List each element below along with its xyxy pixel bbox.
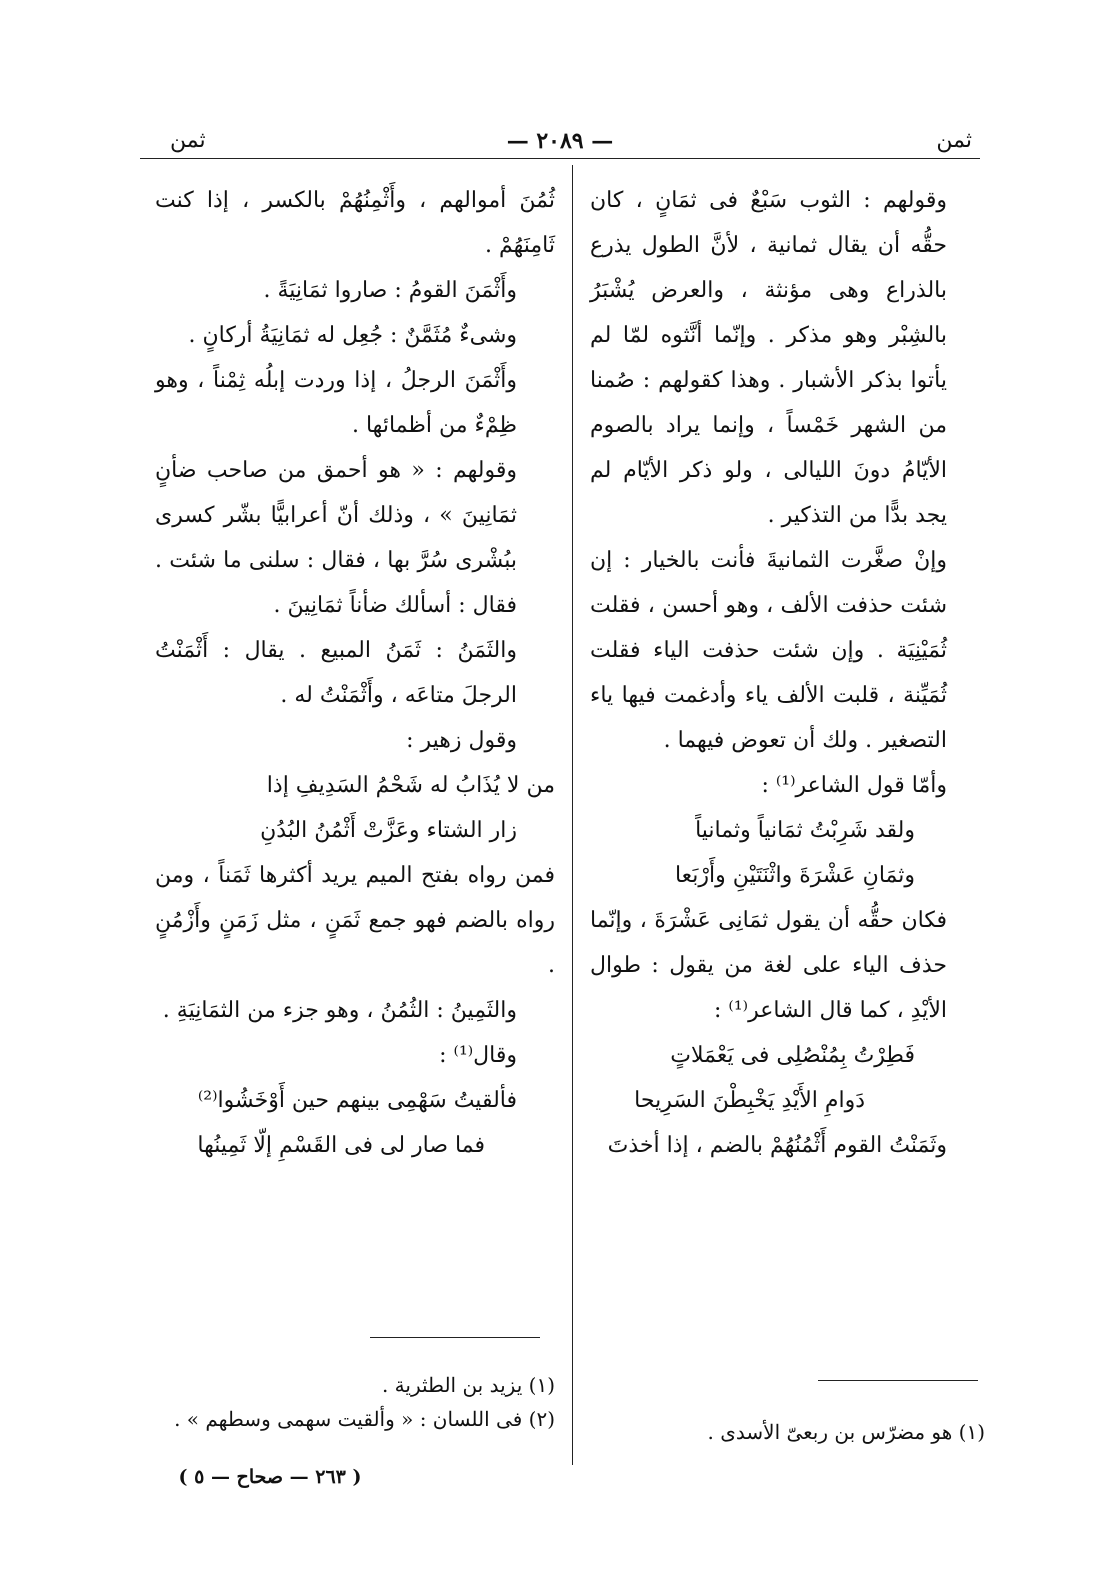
paragraph: والثَمِينُ : الثُمُنُ ، وهو جزء من الثمَانِيَةِ . bbox=[162, 998, 517, 1023]
footnote: (١) يزيد بن الطثرية . bbox=[381, 1373, 555, 1397]
paragraph: وقول زهير : bbox=[406, 728, 517, 753]
paragraph: وثَمَنْتُ القوم أَثْمُنُهُمْ بالضم ، إذا أخذتَ bbox=[607, 1133, 947, 1158]
page-header bbox=[140, 128, 980, 158]
verse-line: فألقيتُ سَهْمِى بينهم حين أَوْخَشُوا⁽²⁾ bbox=[197, 1088, 517, 1113]
paragraph: وقولهم : الثوب سَبْعٌ فى ثمَانٍ ، كان حقُّه أن يقال ثمانية ، لأنَّ الطول يذرع بالذراع وهى مؤنثة ، والعرض يُشْبَرُ بالشِبْر وهو مذكر . وإنّما أنَّثوه لمّا لم يأتوا بذكر الأشبار . وهذا كقولهم : صُمنا من الشهر خَمْساً ، وإنما يراد بالصوم الأيّامُ دونَ الليالى ، ولو ذكر الأيّام لم يجد بدًّا من التذكير . bbox=[590, 188, 947, 528]
footnote: (١) هو مضرّس بن ربعىّ الأسدى . bbox=[707, 1420, 985, 1444]
footnotes-left bbox=[170, 1368, 555, 1436]
paragraph: وقال⁽¹⁾ : bbox=[439, 1043, 517, 1068]
verse-line: ولقد شَرِبْتُ ثمَانياً وثمانياً bbox=[695, 818, 915, 843]
paragraph: وأمّا قول الشاعر⁽¹⁾ : bbox=[761, 773, 947, 798]
paragraph: وشىءٌ مُثَمَّنٌ : جُعِل له ثمَانِيَةُ أركانٍ . bbox=[188, 323, 517, 348]
paragraph: والثَمَنُ : ثَمَنُ المبيع . يقال : أَثْمَنْتُ الرجلَ متاعَه ، وأَثْمَنْتُ له . bbox=[155, 638, 517, 708]
right-column bbox=[590, 178, 985, 1168]
verse-line: دَوامِ الأَيْدِ يَخْبِطْنَ السَرِيحا bbox=[634, 1088, 865, 1113]
paragraph: فمن رواه بفتح الميم يريد أكثرها ثَمَناً ، ومن رواه بالضم فهو جمع ثَمَنٍ ، مثل زَمَنٍ وأَزْمُنٍ . bbox=[155, 863, 555, 978]
verse-line: زار الشتاء وعَزَّتْ أَثْمُنُ البُدُنِ bbox=[260, 818, 517, 843]
verse-line: فَطِرْتُ بِمُنْصُلِى فى يَعْمَلاتٍ bbox=[670, 1043, 915, 1068]
paragraph: فكان حقُّه أن يقول ثمَانِى عَشْرَةَ ، وإنّما حذف الياء على لغة من يقول : طوال الأيْدِ ، كما قال الشاعر⁽¹⁾ : bbox=[590, 908, 947, 1023]
signature-mark: ( ٢٦٣ — صحاح — ٥ ) bbox=[178, 1466, 362, 1488]
header-rule bbox=[140, 158, 980, 159]
left-column bbox=[155, 178, 555, 1168]
paragraph: وأَثْمَنَ الرجلُ ، إذا وردت إبلُه ثِمْناً ، وهو ظِمْءٌ من أظمائها . bbox=[155, 368, 517, 438]
footnote-rule-right bbox=[818, 1380, 978, 1381]
column-divider bbox=[572, 165, 573, 1465]
footnote: (٢) فى اللسان : « وألقيت سهمى وسطهم » . bbox=[174, 1407, 555, 1431]
header-right-word: ثمن bbox=[936, 128, 972, 153]
page-number: — ٢٠٨٩ — bbox=[506, 128, 614, 154]
verse-line: فما صار لى فى القَسْمِ إلّا ثَمِينُها bbox=[197, 1133, 485, 1158]
footnotes-right bbox=[600, 1415, 985, 1449]
paragraph: ثُمُنَ أموالهم ، وأَثْمِنُهُمْ بالكسر ، إذا كنت ثَامِنَهُمْ . bbox=[155, 188, 555, 258]
verse-line: من لا يُذَابُ له شَحْمُ السَدِيفِ إذا bbox=[266, 773, 555, 798]
paragraph: وأَثْمَنَ القومُ : صاروا ثمَانِيَةً . bbox=[263, 278, 517, 303]
header-left-word: ثمن bbox=[170, 128, 206, 153]
paragraph: وقولهم : « هو أحمق من صاحب ضأنٍ ثمَانِينَ » ، وذلك أنّ أعرابيًّا بشّر كسرى ببُشْرى سُرَّ بها ، فقال : سلنى ما شئت . فقال : أسألك ضأناً ثمَانِينَ . bbox=[155, 458, 517, 618]
verse-line: وثمَانِ عَشْرَةَ واثْنَتَيْنِ وأَرْبَعا bbox=[674, 863, 915, 888]
footnote-rule-left bbox=[370, 1337, 540, 1338]
paragraph: وإنْ صغَّرت الثمانيةَ فأنت بالخيار : إن شئت حذفت الألف ، وهو أحسن ، فقلت ثُمَيْنِيَة . وإن شئت حذفت الياء فقلت ثُمَيِّنة ، قلبت الألف ياء وأدغمت فيها ياء التصغير . ولك أن تعوض فيهما . bbox=[590, 548, 947, 753]
